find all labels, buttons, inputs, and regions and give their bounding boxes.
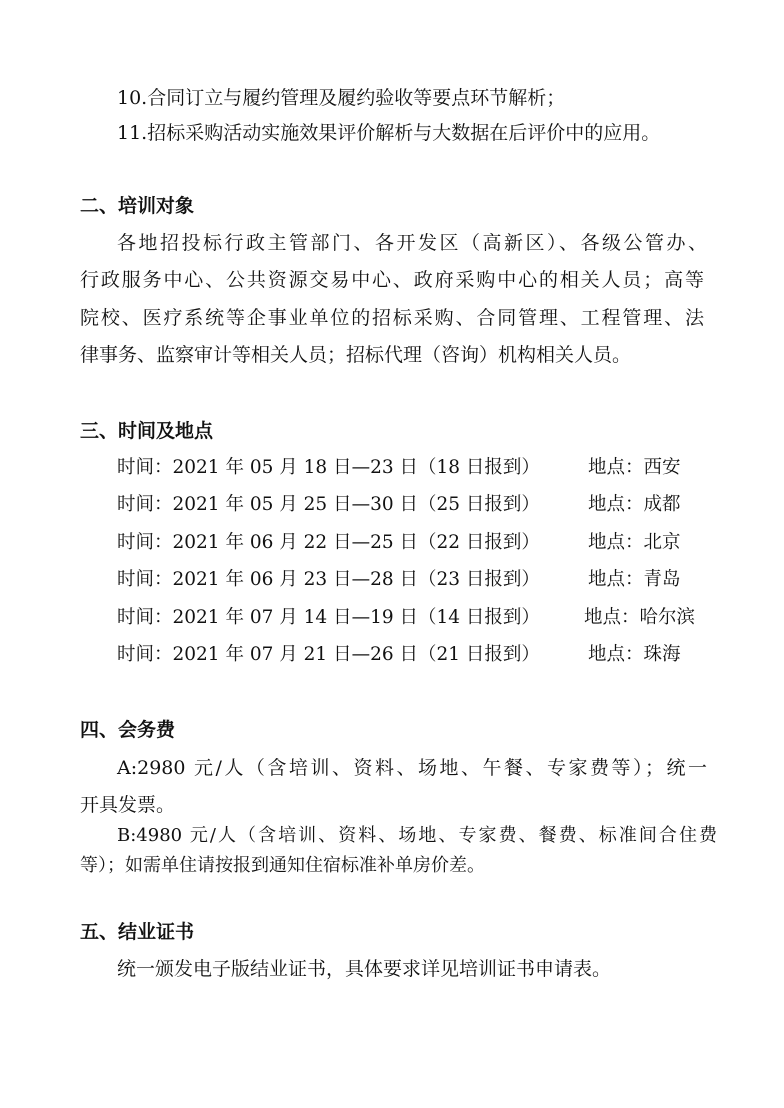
- fee-b-line-1: B:4980 元/人（含培训、资料、场地、专家费、餐费、标准间合住费: [117, 825, 717, 846]
- schedule-place-3: 地点：北京: [588, 532, 681, 553]
- schedule-place-1: 地点：西安: [588, 457, 681, 478]
- item-11: 11.招标采购活动实施效果评价解析与大数据在后评价中的应用。: [117, 122, 661, 144]
- section-2-line-4: 律事务、监察审计等相关人员；招标代理（咨询）机构相关人员。: [80, 344, 632, 366]
- schedule-time-4: 时间：2021 年 06 月 23 日—28 日（23 日报到）: [117, 569, 540, 590]
- section-2-line-1: 各地招投标行政主管部门、各开发区（高新区）、各级公管办、: [117, 232, 707, 254]
- section-2-heading: 二、培训对象: [80, 195, 195, 217]
- schedule-time-2: 时间：2021 年 05 月 25 日—30 日（25 日报到）: [117, 494, 540, 515]
- section-3-heading: 三、时间及地点: [80, 420, 214, 442]
- item-10: 10.合同订立与履约管理及履约验收等要点环节解析；: [117, 87, 566, 109]
- schedule-place-6: 地点：珠海: [588, 644, 681, 665]
- fee-b-line-2: 等）；如需单住请按报到通知住宿标准补单房价差。: [80, 855, 485, 876]
- section-2-line-2: 行政服务中心、公共资源交易中心、政府采购中心的相关人员；高等: [80, 269, 704, 291]
- fee-a-line-1: A:2980 元/人（含培训、资料、场地、午餐、专家费等）；统一: [117, 757, 707, 779]
- fee-a-line-2: 开具发票。: [80, 794, 176, 816]
- section-5-line: 统一颁发电子版结业证书，具体要求详见培训证书申请表。: [117, 958, 612, 980]
- schedule-time-5: 时间：2021 年 07 月 14 日—19 日（14 日报到）: [117, 607, 540, 628]
- schedule-place-5: 地点：哈尔滨: [584, 607, 696, 628]
- section-5-heading: 五、结业证书: [80, 921, 195, 943]
- section-2-line-3: 院校、医疗系统等企事业单位的招标采购、合同管理、工程管理、法: [80, 307, 704, 329]
- schedule-place-2: 地点：成都: [588, 494, 681, 515]
- schedule-place-4: 地点：青岛: [588, 569, 681, 590]
- schedule-time-1: 时间：2021 年 05 月 18 日—23 日（18 日报到）: [117, 457, 540, 478]
- section-4-heading: 四、会务费: [80, 719, 176, 741]
- schedule-time-6: 时间：2021 年 07 月 21 日—26 日（21 日报到）: [117, 644, 540, 665]
- schedule-time-3: 时间：2021 年 06 月 22 日—25 日（22 日报到）: [117, 532, 540, 553]
